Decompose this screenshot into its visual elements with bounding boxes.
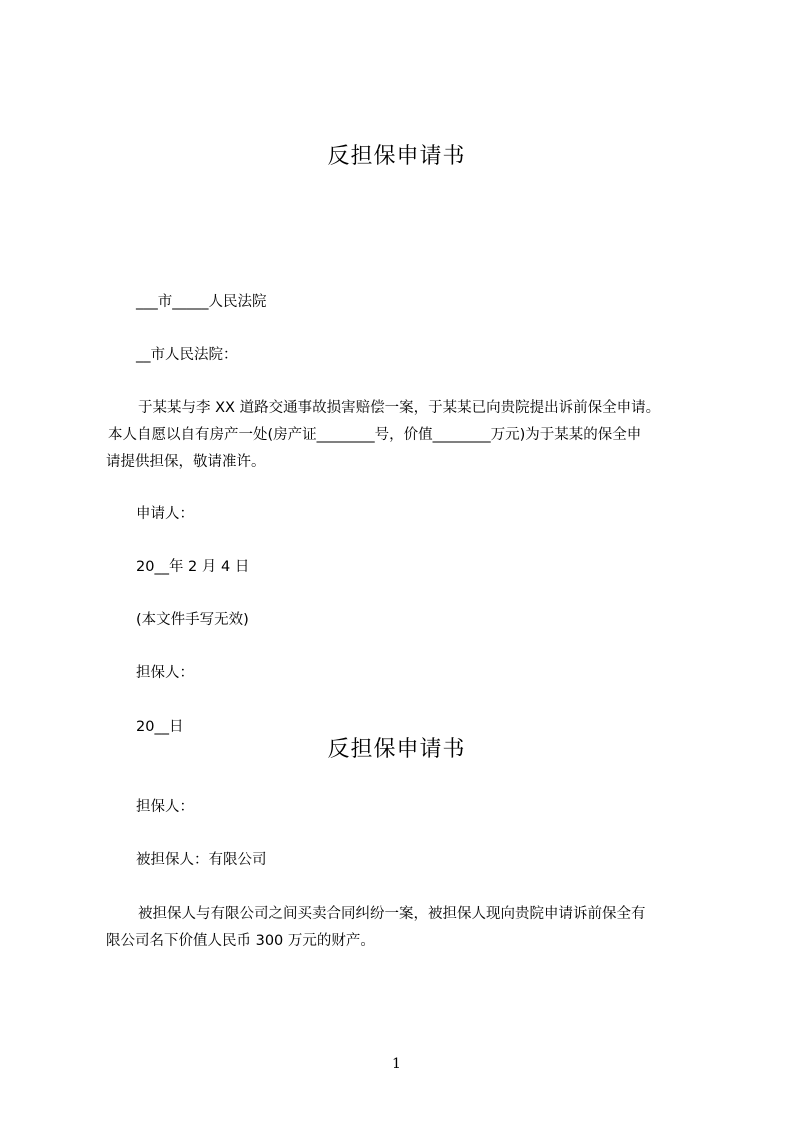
applicant-label: 申请人： xyxy=(136,506,194,522)
guarantor-label: 担保人： xyxy=(136,665,194,681)
date-line-2: 20__日 xyxy=(136,719,184,735)
paragraph-line: 被担保人与有限公司之间买卖合同纠纷一案，被担保人现向贵院申请诉前保全有 xyxy=(138,906,646,922)
paragraph-line: 本人自愿以自有房产一处(房产证________号，价值________万元)为于某某的保全申 xyxy=(108,427,642,443)
note-line: (本文件手写无效) xyxy=(136,612,249,628)
application-paragraph xyxy=(106,395,706,476)
paragraph-line: 于某某与李 XX 道路交通事故损害赔偿一案，于某某已向贵院提出诉前保全申请。 xyxy=(138,400,661,416)
document-title: 反担保申请书 xyxy=(327,144,466,169)
paragraph-line: 请提供担保，敬请准许。 xyxy=(106,454,266,470)
court-address-line: ___市_____人民法院 xyxy=(136,294,267,310)
guarantee-paragraph xyxy=(106,901,706,955)
guaranteed-party-line: 被担保人：有限公司 xyxy=(136,852,267,868)
court-salutation: __市人民法院： xyxy=(136,347,238,363)
document-title-2: 反担保申请书 xyxy=(327,737,466,762)
page-number: 1 xyxy=(392,1056,401,1072)
guarantor-label-2: 担保人： xyxy=(136,799,194,815)
date-line: 20__年 2 月 4 日 xyxy=(136,559,250,575)
paragraph-line: 限公司名下价值人民币 300 万元的财产。 xyxy=(106,933,375,949)
